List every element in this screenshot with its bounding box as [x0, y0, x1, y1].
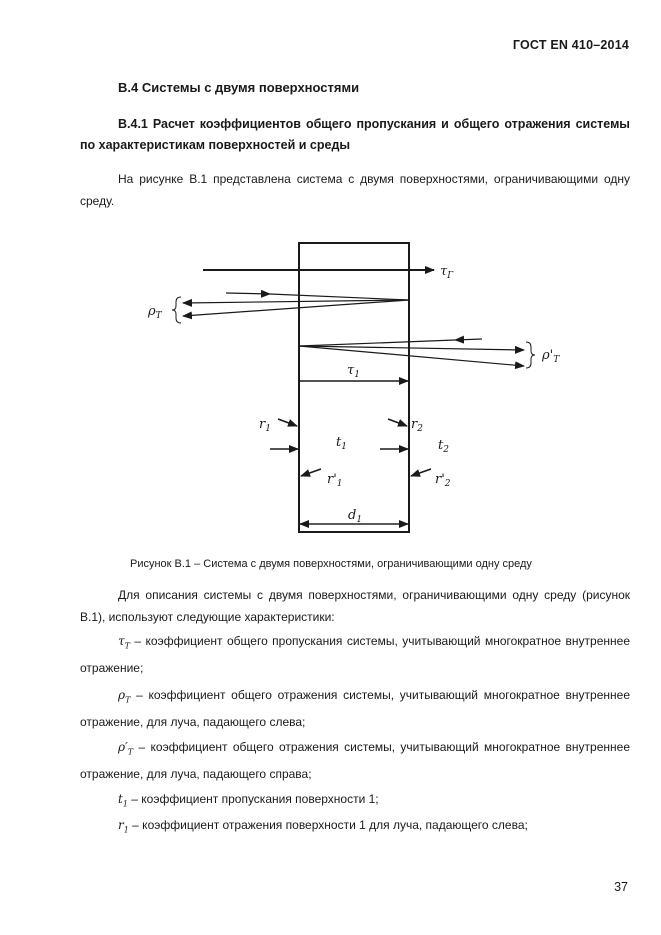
label-r1: $r_1$	[259, 417, 271, 434]
definition-item-t1: $t_1$ – коэффициент пропускания поверхности 1;	[118, 792, 379, 809]
figure-caption: Рисунок В.1 – Система с двумя поверхностями, ограничивающими одну среду	[130, 558, 532, 570]
label-r2: $r_2$	[411, 417, 423, 434]
arrow-r1	[278, 419, 297, 426]
ray-incident-left	[226, 293, 270, 294]
label-d1: $d_1$	[348, 508, 363, 525]
label-rho-t: $\rho_T$	[148, 304, 162, 321]
page-number: 37	[614, 880, 628, 894]
subsection-title: В.4.1 Расчет коэффициентов общего пропускания и общего отражения системы по характеристикам поверхностей и среды	[80, 117, 630, 152]
label-rho-prime-t: $\rho'_T$	[542, 348, 560, 365]
label-tau-1: $\tau_1$	[347, 363, 360, 380]
definition-item-rho-t: $\rho_T$ – коэффициент общего отражения системы, учитывающий многократное внутреннее отражение, для луча, падающего слева;	[80, 688, 630, 730]
label-tau-t: $\tau_Г$	[440, 264, 454, 281]
definition-item-r1: $r_1$ – коэффициент отражения поверхности 1 для луча, падающего слева;	[118, 818, 528, 835]
label-t2: $t_2$	[438, 438, 449, 455]
body-lead-paragraph: Для описания системы с двумя поверхностями, ограничивающими одну среду (рисунок В.1), используют следующие характеристики:	[80, 588, 630, 624]
section-title: В.4 Системы с двумя поверхностями	[118, 80, 360, 95]
brace-rho-t	[172, 297, 181, 323]
brace-rho-prime-t	[526, 342, 535, 368]
medium-slab	[299, 243, 409, 532]
intro-paragraph: На рисунке В.1 представлена система с двумя поверхностями, ограничивающими одну среду.	[80, 172, 630, 208]
arrow-r2	[388, 419, 407, 426]
standard-header: ГОСТ EN 410–2014	[512, 38, 629, 52]
label-t1: $t_1$	[336, 435, 347, 452]
definition-item-rho-prime-t: $\rho'_T$ – коэффициент общего отражения системы, учитывающий многократное внутреннее отражение, для луча, падающего справа;	[80, 740, 630, 782]
label-r-prime-2: $r'_2$	[435, 472, 451, 489]
arrow-r-prime-1	[301, 469, 321, 476]
label-r-prime-1: $r'_1$	[327, 472, 343, 489]
arrow-r-prime-2	[411, 469, 431, 476]
ray-incident-right	[455, 339, 482, 340]
definition-item-tau-t: $\tau_T$ – коэффициент общего пропускания системы, учитывающий многократное внутреннее отражение;	[80, 634, 630, 676]
